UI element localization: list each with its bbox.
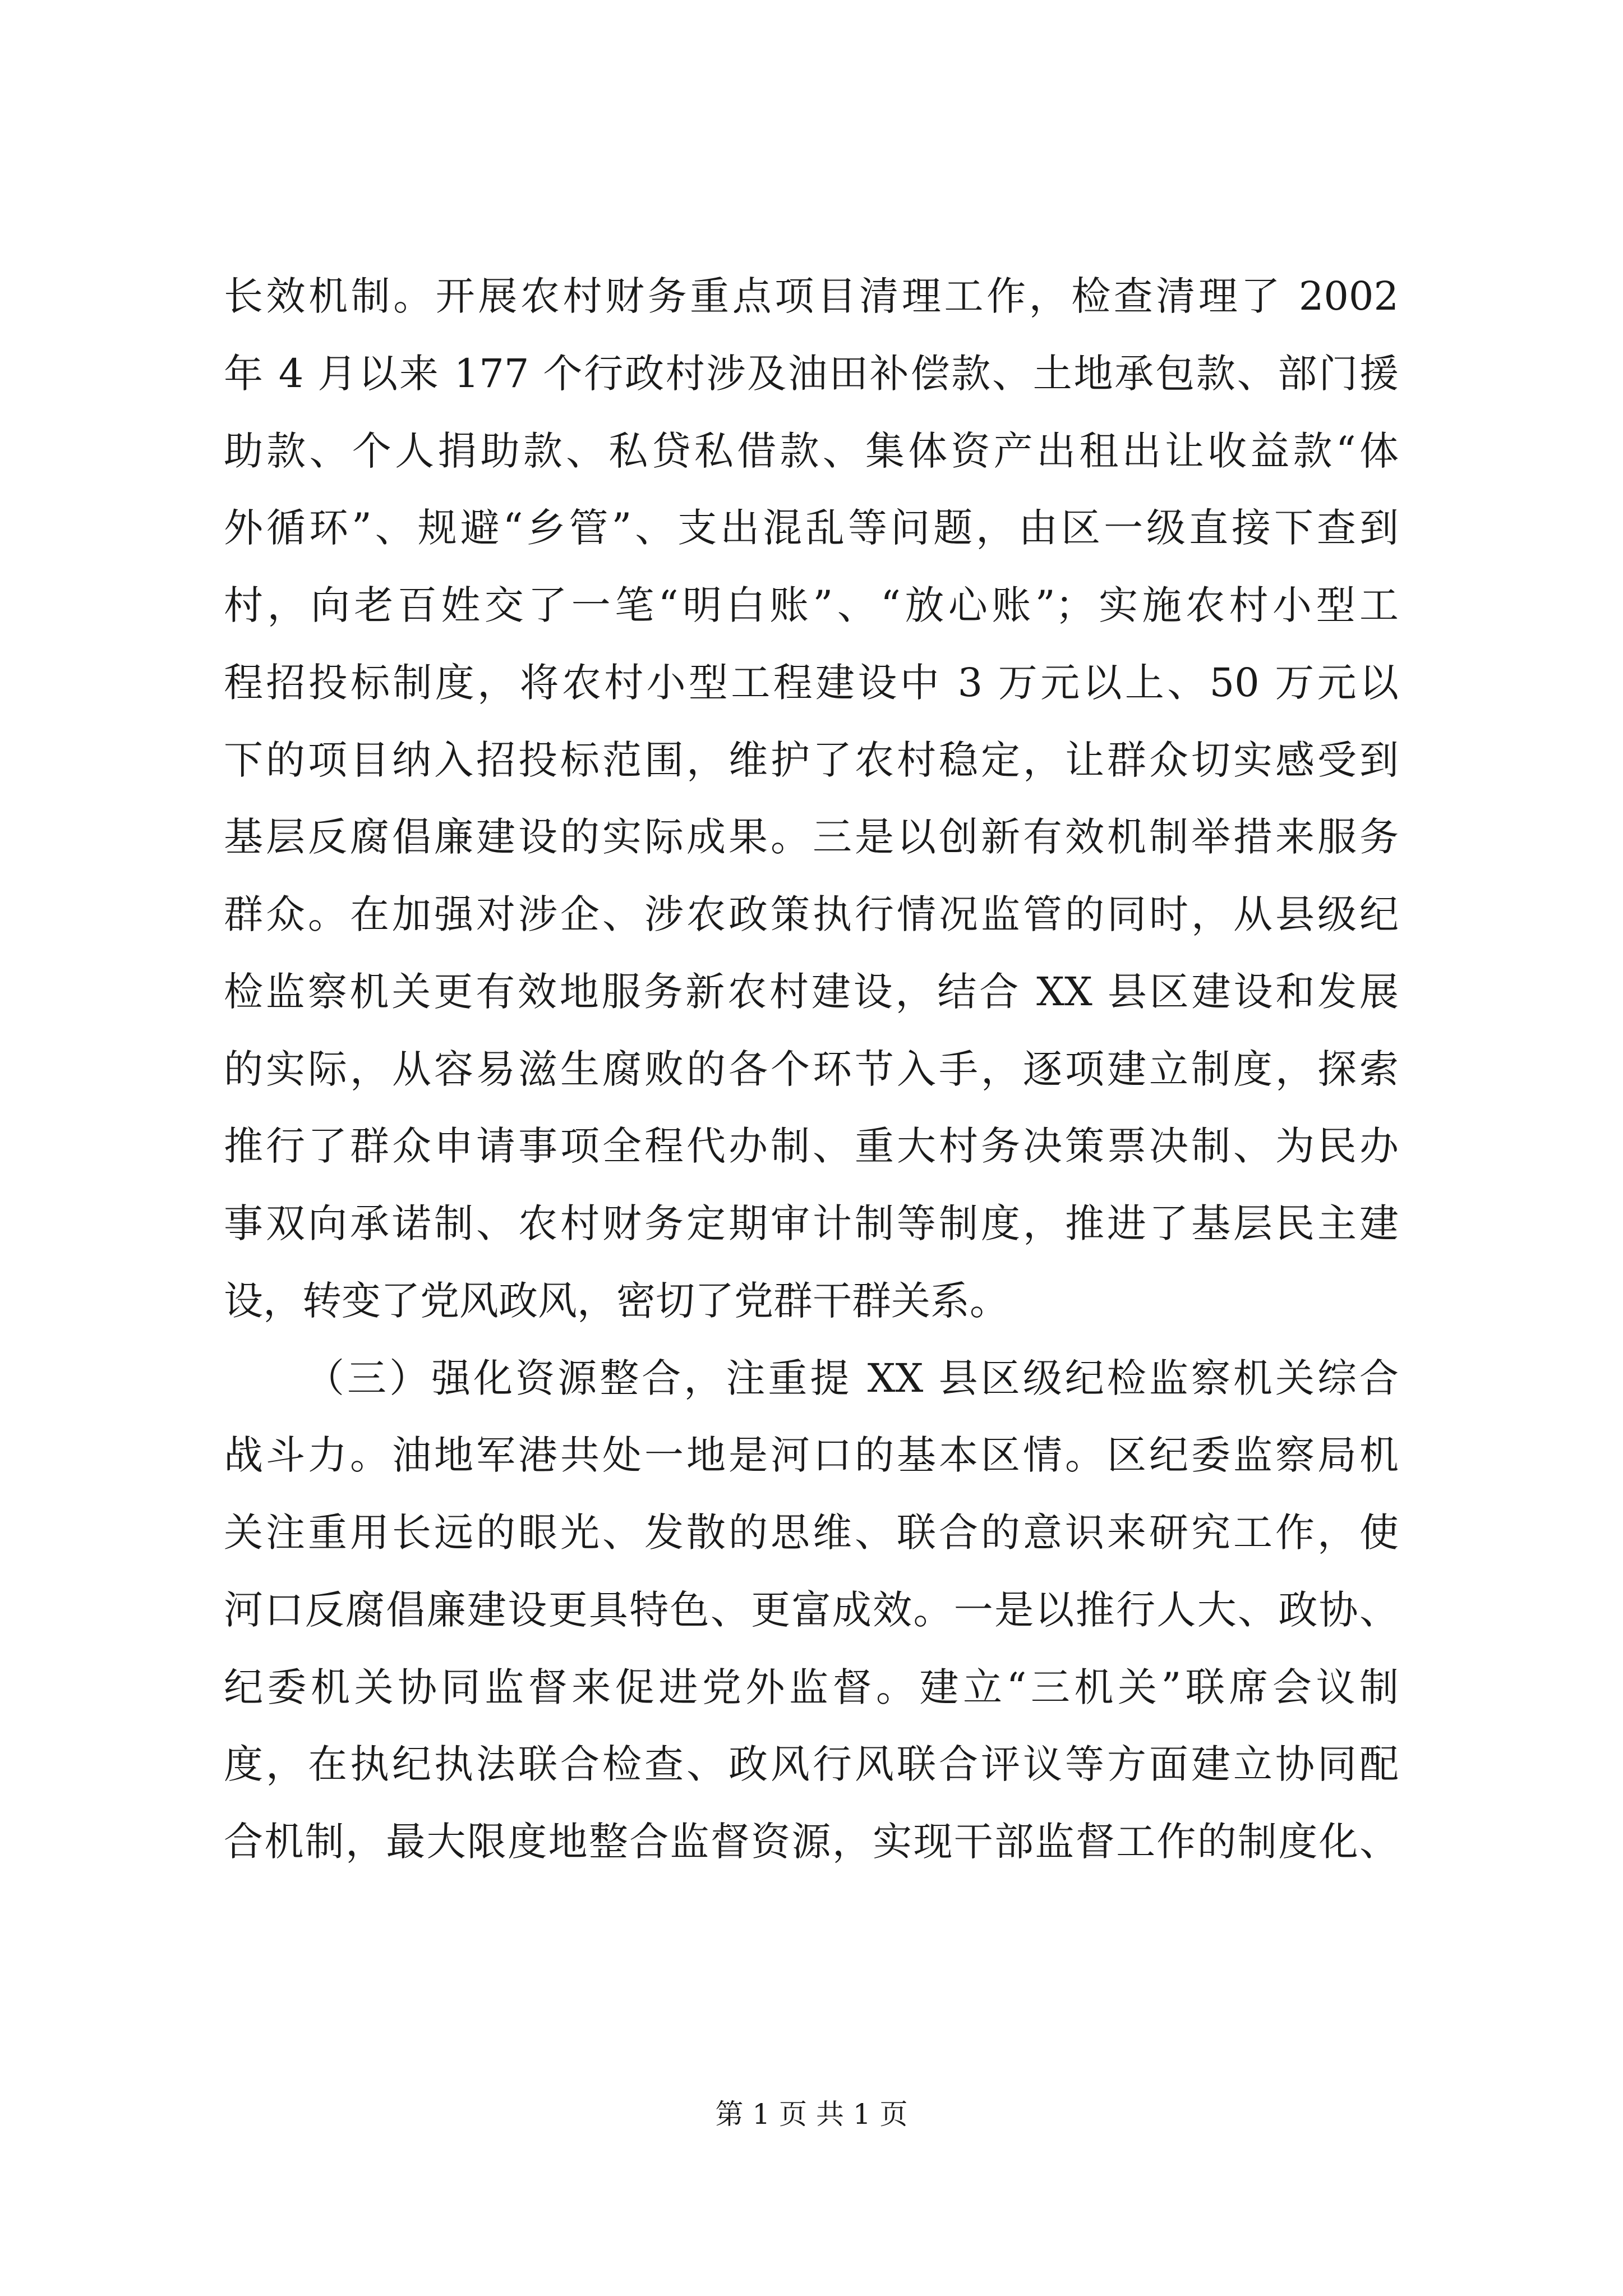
body-line-20: 度，在执纪执法联合检查、政风行风联合评议等方面建立协同配 [224, 1741, 1399, 1787]
body-line-3: 助款、个人捐助款、私贷私借款、集体资产出租出让收益款“体 [224, 428, 1399, 474]
body-line-16: 战斗力。油地军港共处一地是河口的基本区情。区纪委监察局机 [224, 1432, 1399, 1478]
body-line-4: 外循环”、规避“乡管”、支出混乱等问题，由区一级直接下查到 [224, 505, 1399, 551]
body-line-7: 下的项目纳入招投标范围，维护了农村稳定，让群众切实感受到 [224, 737, 1399, 783]
body-line-8: 基层反腐倡廉建设的实际成果。三是以创新有效机制举措来服务 [224, 814, 1399, 860]
body-line-13: 事双向承诺制、农村财务定期审计制等制度，推进了基层民主建 [224, 1200, 1399, 1246]
body-line-5: 村，向老百姓交了一笔“明白账”、“放心账”；实施农村小型工 [224, 582, 1399, 628]
body-line-9: 群众。在加强对涉企、涉农政策执行情况监管的同时，从县级纪 [224, 891, 1399, 937]
body-line-10: 检监察机关更有效地服务新农村建设，结合 XX 县区建设和发展 [224, 969, 1399, 1015]
body-line-1: 长效机制。开展农村财务重点项目清理工作，检查清理了 2002 [224, 273, 1399, 319]
body-line-21: 合机制，最大限度地整合监督资源，实现干部监督工作的制度化、 [224, 1819, 1399, 1865]
body-line-19: 纪委机关协同监督来促进党外监督。建立“三机关”联席会议制 [224, 1664, 1399, 1710]
page-number-footer: 第 1 页 共 1 页 [715, 2098, 908, 2131]
body-line-6: 程招投标制度，将农村小型工程建设中 3 万元以上、50 万元以 [224, 660, 1399, 706]
body-line-17: 关注重用长远的眼光、发散的思维、联合的意识来研究工作，使 [224, 1510, 1399, 1556]
body-line-2: 年 4 月以来 177 个行政村涉及油田补偿款、土地承包款、部门援 [224, 351, 1399, 397]
body-line-18: 河口反腐倡廉建设更具特色、更富成效。一是以推行人大、政协、 [224, 1587, 1399, 1633]
body-line-14: 设，转变了党风政风，密切了党群干群关系。 [224, 1278, 1009, 1324]
body-line-15: （三）强化资源整合，注重提 XX 县区级纪检监察机关综合 [305, 1355, 1399, 1401]
body-line-11: 的实际，从容易滋生腐败的各个环节入手，逐项建立制度，探索 [224, 1046, 1399, 1092]
body-line-12: 推行了群众申请事项全程代办制、重大村务决策票决制、为民办 [224, 1123, 1399, 1169]
